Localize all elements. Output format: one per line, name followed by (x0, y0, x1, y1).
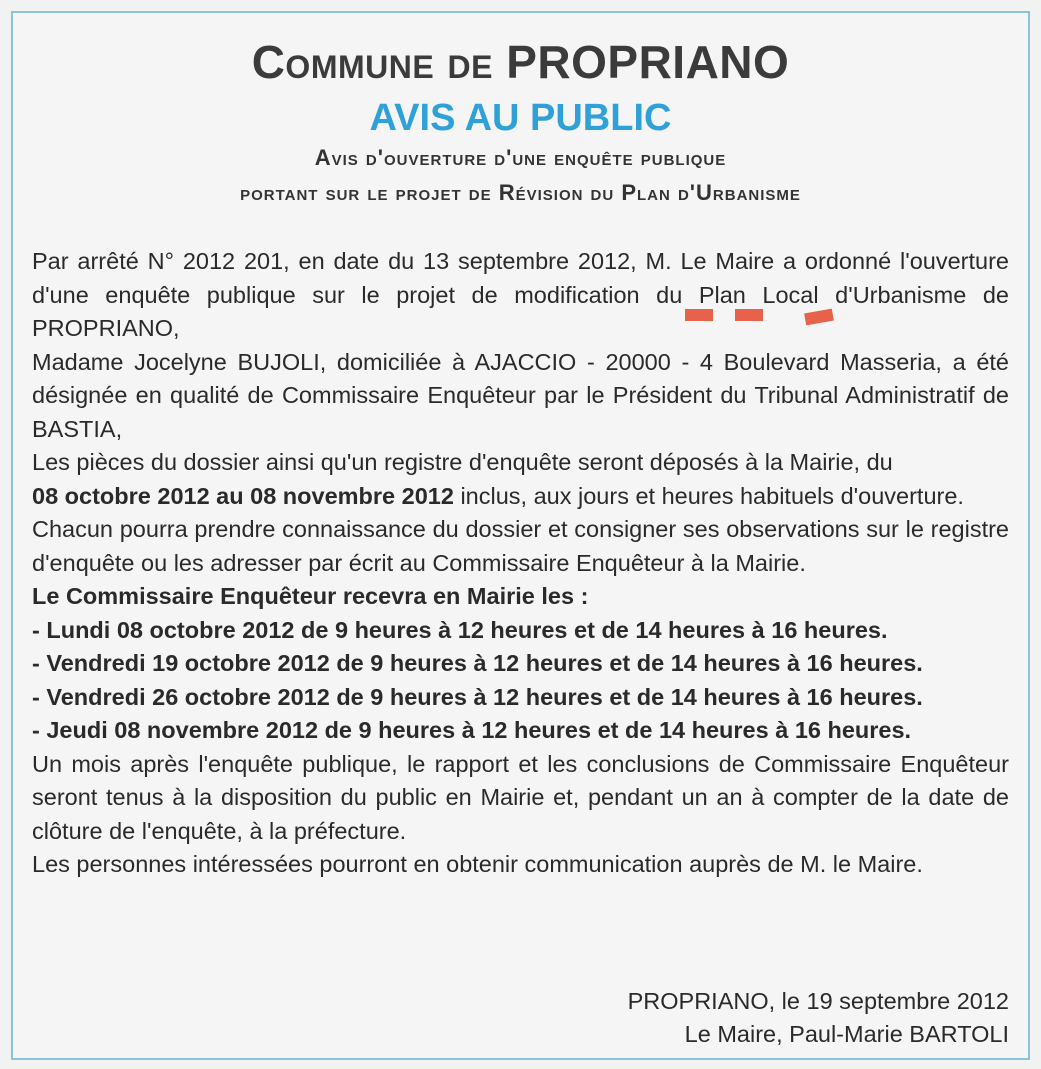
dossier-text-after: inclus, aux jours et heures habituels d'ouverture. (460, 482, 964, 509)
signature-place-date: PROPRIANO, le 19 septembre 2012 (627, 988, 1009, 1014)
public-notice (11, 11, 1030, 1060)
commune-title: Commune de PROPRIANO (251, 36, 790, 88)
notice-title: AVIS AU PUBLIC (369, 97, 672, 139)
schedule-item: - Vendredi 26 octobre 2012 de 9 heures à 12 heures et de 14 heures à 16 heures. (32, 683, 923, 710)
dossier-text-before: Les pièces du dossier ainsi qu'un registre d'enquête seront déposés à la Mairie, du (32, 449, 893, 475)
paragraph-observations: Chacun pourra prendre connaissance du dossier et consigner ses observations sur le registre d'enquête ou les adresser par écrit au Commissaire Enquêteur à la Mairie. (32, 516, 1009, 576)
highlight-mark (735, 309, 763, 321)
schedule-item: - Jeudi 08 novembre 2012 de 9 heures à 12 heures et de 14 heures à 16 heures. (32, 717, 912, 743)
schedule-item: - Lundi 08 octobre 2012 de 9 heures à 12 heures et de 14 heures à 16 heures. (32, 616, 888, 643)
paragraph-decree: Par arrêté N° 2012 201, en date du 13 septembre 2012, M. Le Maire a ordonné l'ouverture d'une enquête publique sur le projet de modification du Plan Local d'Urbanisme de PROPRIANO, (32, 248, 1009, 341)
schedule-intro: Le Commissaire Enquêteur recevra en Mairie les : (32, 583, 589, 609)
dossier-period: 08 octobre 2012 au 08 novembre 2012 (32, 482, 454, 509)
schedule-item: - Vendredi 19 octobre 2012 de 9 heures à 12 heures et de 14 heures à 16 heures. (32, 650, 923, 676)
paragraph-commissioner: Madame Jocelyne BUJOLI, domiciliée à AJACCIO - 20000 - 4 Boulevard Masseria, a été désignée en qualité de Commissaire Enquêteur par le Président du Tribunal Administratif de BASTIA, (32, 348, 1009, 442)
highlight-mark (685, 309, 713, 321)
notice-subtitle-line-2: portant sur le projet de Révision du Plan d'Urbanisme (240, 180, 801, 205)
paragraph-communication: Les personnes intéressées pourront en obtenir communication auprès de M. le Maire. (32, 851, 923, 877)
signature-signer: Le Maire, Paul-Marie BARTOLI (684, 1021, 1009, 1047)
notice-body (32, 245, 1009, 882)
paragraph-report: Un mois après l'enquête publique, le rapport et les conclusions de Commissaire Enquêteur seront tenus à la disposition du public en Mairie et, pendant un an à compter de la date de clôture de l'enquête, à la préfecture. (32, 750, 1009, 844)
notice-subtitle-line-1: Avis d'ouverture d'une enquête publique (314, 145, 727, 170)
paragraph-dossier (32, 446, 1009, 513)
